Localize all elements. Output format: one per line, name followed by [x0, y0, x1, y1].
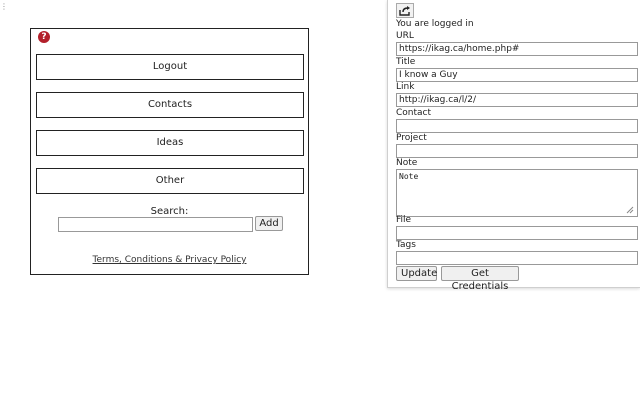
- search-label: Search:: [150, 206, 189, 217]
- search-input[interactable]: [58, 217, 253, 232]
- contact-field[interactable]: [396, 119, 638, 133]
- login-status: You are logged in: [396, 19, 474, 29]
- link-field[interactable]: [396, 93, 638, 107]
- bookmark-form-popup: [387, 0, 640, 292]
- contact-label: Contact: [396, 108, 432, 118]
- get-credentials-button[interactable]: Get Credentials: [441, 266, 519, 281]
- edge-marker: ⋮: [0, 2, 8, 11]
- file-label: File: [396, 215, 412, 225]
- contacts-button[interactable]: Contacts: [36, 92, 304, 118]
- add-button[interactable]: Add: [255, 216, 283, 231]
- url-field[interactable]: [396, 42, 638, 56]
- url-label: URL: [396, 31, 414, 41]
- link-label: Link: [396, 82, 415, 92]
- title-label: Title: [396, 57, 416, 67]
- menu-popup: [30, 28, 309, 275]
- update-button[interactable]: Update: [396, 266, 437, 281]
- resize-grip-icon[interactable]: [626, 206, 634, 214]
- project-field[interactable]: [396, 144, 638, 158]
- other-button[interactable]: Other: [36, 168, 304, 194]
- ideas-button[interactable]: Ideas: [36, 130, 304, 156]
- title-field[interactable]: [396, 68, 638, 82]
- file-field[interactable]: [396, 226, 638, 240]
- tags-field[interactable]: [396, 251, 638, 265]
- share-button[interactable]: [396, 3, 414, 18]
- logout-button[interactable]: Logout: [36, 54, 304, 80]
- note-textarea[interactable]: [396, 169, 638, 217]
- terms-link[interactable]: Terms, Conditions & Privacy Policy: [92, 255, 247, 265]
- project-label: Project: [396, 133, 427, 143]
- tags-label: Tags: [396, 240, 416, 250]
- share-icon: [399, 6, 411, 16]
- note-label: Note: [396, 158, 418, 168]
- help-icon[interactable]: ?: [38, 31, 50, 43]
